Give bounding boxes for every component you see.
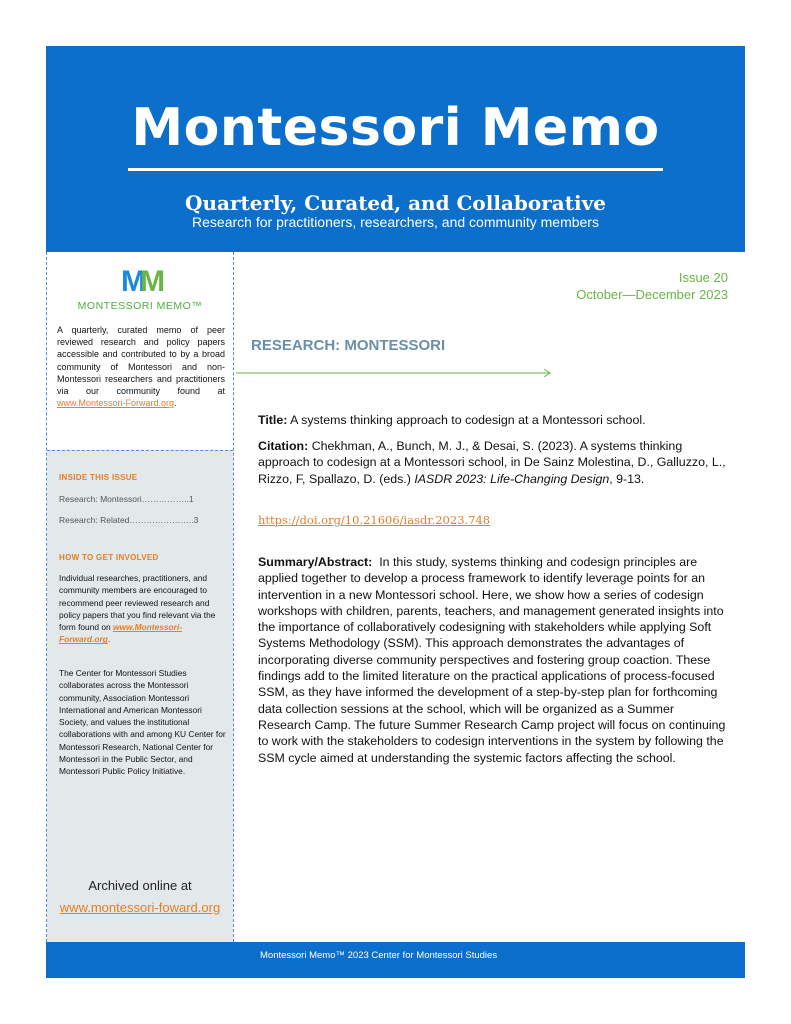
sidebar [46,252,234,942]
issue-dates: October—December 2023 [576,287,728,302]
section-arrow-icon [236,367,556,379]
newsletter-page [46,46,745,978]
toc-item[interactable] [59,515,219,525]
article-summary [258,554,728,766]
blurb-text: A quarterly, curated memo of peer reviewed research and policy papers accessible and contributed to by a broad community of Montessori and non-Montessori researchers and practitioners via our community found at [57,325,225,397]
citation-pages: , 9-13. [609,471,645,486]
title-text: A systems thinking approach to codesign at a Montessori school. [290,413,646,427]
footer-text: Montessori Memo™ 2023 Center for Montessori Studies [260,950,498,961]
title-label: Title: [258,413,288,427]
sidebar-blurb [57,324,225,409]
issue-number: Issue 20 [678,270,728,285]
center-description: The Center for Montessori Studies collaborates across the Montessori community, Association Montessori International and American Montessori Society, and values the institutional collaborations with and among KU Center for Montessori Research, National Center for Montessori in the Public Sector, and Montessori Public Policy Initiative. [59,668,226,777]
page-footer [46,942,745,978]
blurb-end: . [174,398,177,409]
summary-label: Summary/Abstract: [258,555,373,569]
archived-label: Archived online at [88,878,192,893]
issue-info [576,269,728,303]
toc-label: Research: Montessori [59,494,142,504]
article-title [258,412,728,428]
logo-label: MONTESSORI MEMO™ [77,300,203,312]
citation-label: Citation: [258,439,309,453]
blurb-link[interactable]: www.Montessori-Forward.org [57,398,175,409]
montessori-memo-logo-icon: MM [121,265,159,298]
toc-page: 3 [193,515,199,525]
citation-text: Chekhman, A., Bunch, M. J., & Desai, S. (2023). A systems thinking approach to codesign at a Montessori school, in De Sainz Molestina, D., Galluzzo, L., Rizzo, F, Spallazo, D. (eds.) [258,439,726,486]
sidebar-info-panel [47,450,233,943]
section-heading: RESEARCH: MONTESSORI [251,337,446,354]
involved-link[interactable]: www.Montessori-Forward.org [59,622,183,645]
archived-link[interactable]: www.montessori-foward.org [59,900,221,915]
involved-text: Individual researches, practitioners, and community members are encouraged to recommend peer reviewed research and policy papers that you find relevant via the form found on [59,573,216,633]
toc-leader: …………….. [141,494,189,504]
toc-label: Research: Related [59,515,130,525]
masthead-rule [128,168,663,171]
masthead-title: Montessori Memo [131,98,660,158]
toc-leader: ………………….. [129,515,194,525]
inside-issue-heading: INSIDE THIS ISSUE [59,473,138,482]
get-involved-text [59,572,227,646]
involved-end: . [107,634,111,645]
toc-item[interactable] [59,494,219,504]
doi-link[interactable]: https://doi.org/10.21606/iasdr.2023.748 [258,513,491,527]
masthead-tagline: Research for practitioners, researchers, and community members [192,214,599,230]
masthead-subtitle: Quarterly, Curated, and Collaborative [185,191,606,215]
summary-text: In this study, systems thinking and codesign principles are applied together to develop a process framework to identify leverage points for an intervention in a new Montessori school. Here, we show how a series of codesign workshops with children, parents, teachers, and management generated insights into the importance of collaboratively codesigning with stakeholders while applying Soft Systems Methodology (SSM). This approach demonstrates the advantages of incorporating diverse community perspectives and fostering group coaction. These findings add to the limited literature on the practical applications of process-focused SSM, as they have informed the development of a step-by-step plan for forthcoming data collection sessions at the school, which will be organized as a Summer Research Camp. The future Summer Research Camp project will focus on continuing to work with the stakeholders to codesign interventions in the system by following the SSM cycle aimed at understanding the systemic factors affecting the school. [258,555,726,765]
masthead-banner [46,46,745,252]
citation-source: IASDR 2023: Life-Changing Design [414,471,610,486]
article-citation [258,438,728,487]
get-involved-heading: HOW TO GET INVOLVED [59,553,159,562]
toc-page: 1 [188,494,194,504]
